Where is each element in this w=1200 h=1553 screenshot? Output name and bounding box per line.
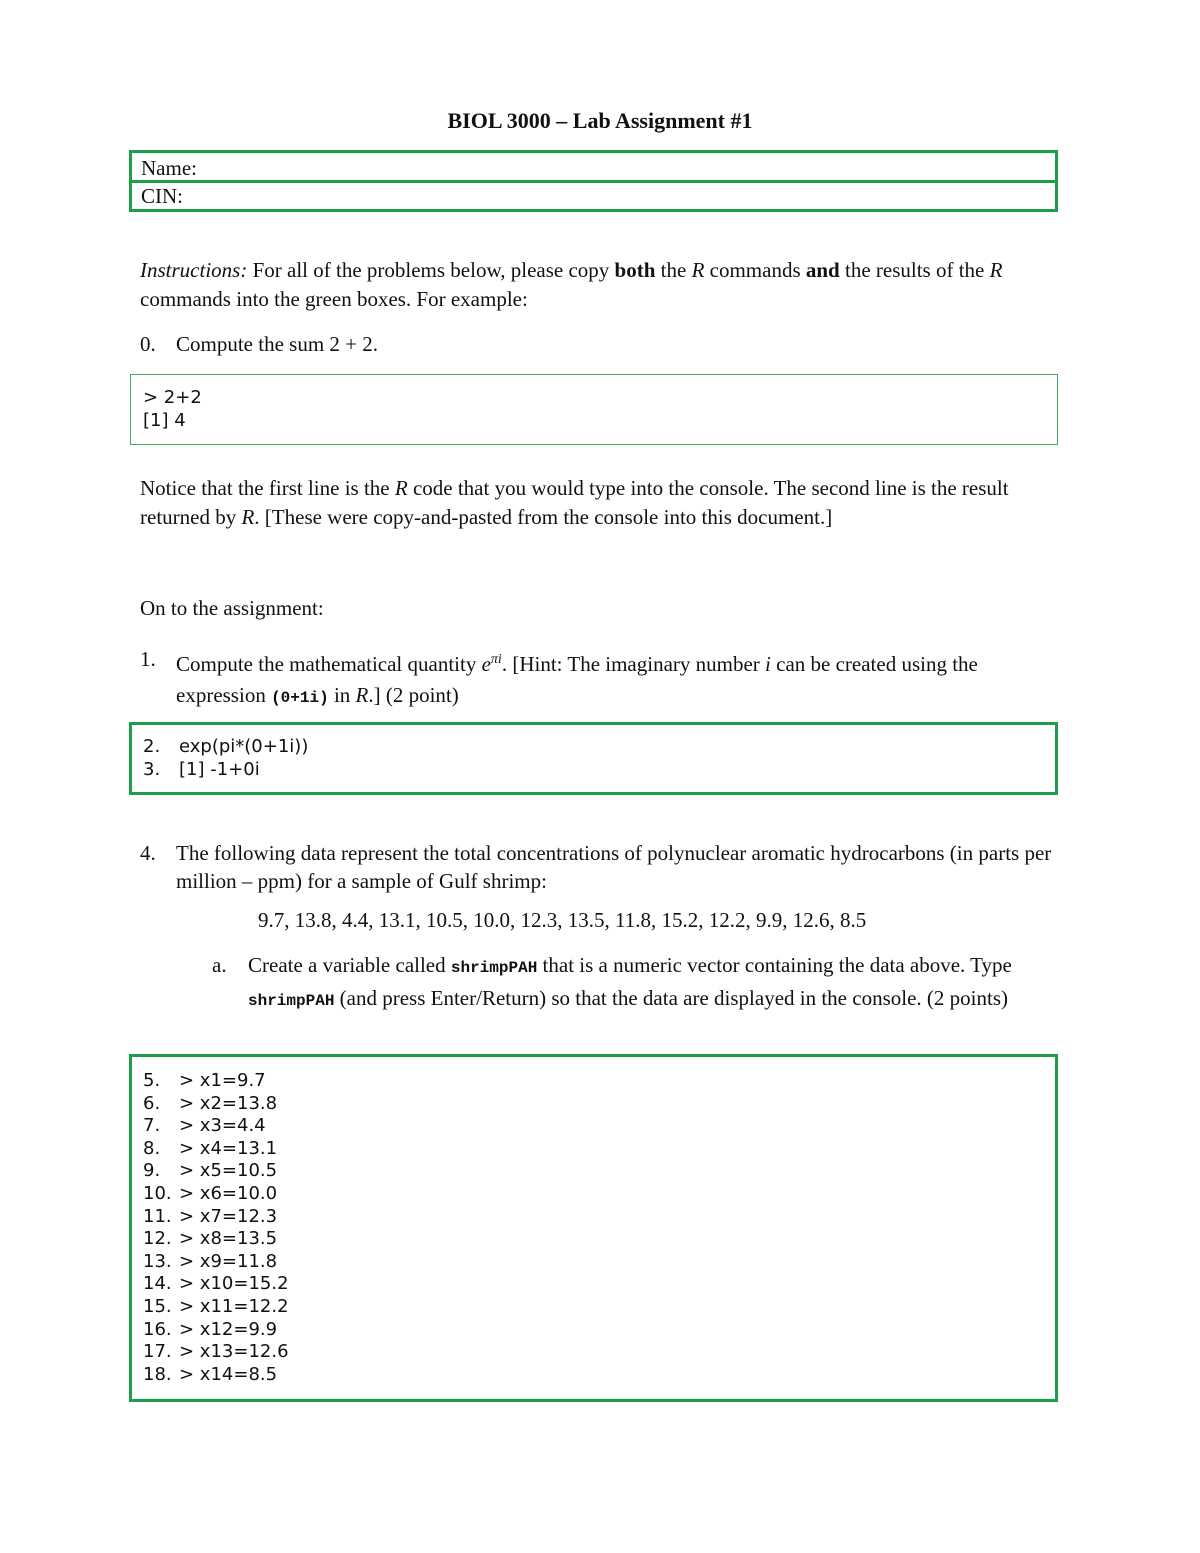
- euler-e: e: [481, 652, 491, 676]
- answer-1-line: 3. [1] -1+0i: [143, 758, 260, 780]
- answer-4a-line: 7. > x3=4.4: [143, 1115, 266, 1137]
- answer-4a-line: 17. > x13=12.6: [143, 1341, 289, 1363]
- question-4-number: 4.: [140, 841, 156, 865]
- inline-code-shrimppah: shrimpPAH: [450, 959, 538, 977]
- example-text: Compute the sum 2 + 2.: [176, 332, 379, 356]
- answer-4a-line: 8. > x4=13.1: [143, 1137, 278, 1159]
- answer-4a-line: 14. > x10=15.2: [143, 1273, 289, 1295]
- document-title: BIOL 3000 – Lab Assignment #1: [447, 108, 753, 133]
- notice-paragraph: Notice that the first line is the R code that you would type into the console. The second line is the result returned by R. [These were copy-and-pasted from the console into this document.]: [140, 476, 1009, 529]
- cin-field[interactable]: [141, 183, 1046, 209]
- answer-1-line: 2. exp(pi*(0+1i)): [143, 736, 309, 757]
- inline-code-0-plus-1i: (0+1i): [271, 689, 329, 707]
- question-1-number: 1.: [140, 647, 156, 671]
- example-number: 0.: [140, 332, 156, 356]
- example-question: [140, 330, 1060, 359]
- answer-4a-line: 10. > x6=10.0: [143, 1182, 278, 1204]
- example-answer-box[interactable]: [130, 374, 1058, 445]
- shrimp-data-values: 9.7, 13.8, 4.4, 13.1, 10.5, 10.0, 12.3, 13.5, 11.8, 15.2, 12.2, 9.9, 12.6, 8.5: [258, 908, 867, 932]
- answer-4a-line: 6. > x2=13.8: [143, 1092, 278, 1114]
- name-field[interactable]: [141, 155, 1046, 181]
- question-4: [140, 839, 1060, 895]
- instructions-paragraph: Instructions: For all of the problems below, please copy both the R commands and the results of the R commands into the green boxes. For example:: [140, 258, 1003, 311]
- question-4a-label: a.: [212, 953, 227, 977]
- answer-4a-line: 5. > x1=9.7: [143, 1070, 266, 1091]
- example-code-line: > 2+2: [143, 387, 202, 408]
- answer-4a-line: 11. > x7=12.3: [143, 1205, 278, 1227]
- name-label: Name:: [141, 156, 197, 180]
- inline-code-shrimppah: shrimpPAH: [248, 992, 335, 1010]
- example-result-line: [1] 4: [143, 409, 186, 431]
- instructions-lead: Instructions:: [140, 258, 248, 282]
- cin-label: CIN:: [141, 184, 183, 208]
- question-4-text: The following data represent the total concentrations of polynuclear aromatic hydrocarbons (in parts per million – ppm) for a sample of Gulf shrimp:: [176, 841, 1052, 893]
- answer-box-1[interactable]: [129, 722, 1058, 795]
- question-4a: a. Create a variable called shrimpPAH that is a numeric vector containing the data above. Type shrimpPAH (and press Enter/Return) so that the data are displayed in the console. (2 points): [212, 950, 1060, 1016]
- answer-box-4a[interactable]: [129, 1054, 1058, 1402]
- question-1: 1. Compute the mathematical quantity $e^{\pi i}$. [Hint: The imaginary number i can be created using the expression (0+1i) in R.] (2 point): [140, 644, 1060, 714]
- student-info-box[interactable]: [129, 150, 1058, 212]
- exponent-pi-i: πi: [490, 652, 502, 667]
- answer-4a-line: 12. > x8=13.5: [143, 1228, 278, 1250]
- answer-4a-line: 9. > x5=10.5: [143, 1160, 278, 1182]
- answer-4a-line: 18. > x14=8.5: [143, 1363, 278, 1385]
- answer-4a-line: 13. > x9=11.8: [143, 1250, 278, 1272]
- answer-4a-line: 15. > x11=12.2: [143, 1295, 289, 1317]
- on-to-assignment: On to the assignment:: [140, 596, 324, 620]
- answer-4a-line: 16. > x12=9.9: [143, 1318, 278, 1340]
